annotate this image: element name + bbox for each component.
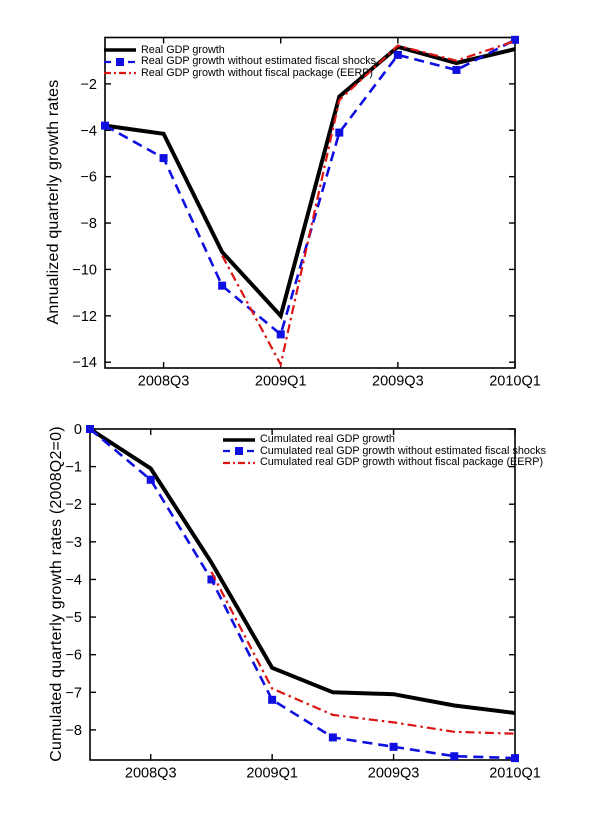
square-marker <box>160 155 167 162</box>
legend-item <box>222 457 546 469</box>
y-tick-label: −3 <box>65 534 82 551</box>
legend-line-sample-icon <box>103 68 137 78</box>
square-marker <box>512 36 519 43</box>
y-tick-label: −1 <box>65 459 82 476</box>
legend-item <box>222 446 546 458</box>
legend-label: Real GDP growth without estimated fiscal shocks <box>141 55 377 68</box>
square-marker <box>451 753 458 760</box>
square-marker <box>336 129 343 136</box>
y-tick-label: −2 <box>80 76 97 93</box>
y-tick-label: −14 <box>72 355 97 372</box>
y-tick-label: −10 <box>72 262 97 279</box>
legend-line-sample-icon <box>222 446 256 456</box>
square-marker <box>329 734 336 741</box>
square-marker <box>390 743 397 750</box>
square-marker <box>102 122 109 129</box>
square-marker <box>512 755 519 762</box>
legend-line-sample-icon <box>103 45 137 55</box>
y-tick-label: −5 <box>65 610 82 627</box>
legend-line-sample-icon <box>222 435 256 445</box>
legend-label: Real GDP growth without fiscal package (EERP) <box>141 66 374 79</box>
x-tick-label: 2008Q3 <box>137 373 190 390</box>
x-tick-label: 2010Q1 <box>489 373 541 390</box>
y-tick-label: −12 <box>72 308 97 325</box>
series-line-solid <box>105 43 515 316</box>
y-tick-label: −7 <box>65 685 82 702</box>
series-line-dashed <box>105 40 515 335</box>
square-marker <box>147 476 154 483</box>
legend-item <box>222 434 546 446</box>
y-tick-label: −2 <box>65 497 82 514</box>
y-axis-label: Annualized quarterly growth rates <box>45 79 62 325</box>
legend-item <box>103 68 376 80</box>
x-tick-label: 2009Q3 <box>367 765 420 782</box>
x-tick-label: 2009Q1 <box>254 373 307 390</box>
x-tick-label: 2010Q1 <box>489 765 541 782</box>
y-tick-label: −6 <box>65 647 82 664</box>
y-tick-label: −8 <box>80 216 97 233</box>
chart-cumulated-growth <box>0 395 600 805</box>
square-marker <box>87 426 94 433</box>
legend-line-sample-icon <box>222 458 256 468</box>
x-tick-label: 2009Q3 <box>372 373 424 390</box>
square-marker <box>453 66 460 73</box>
chart-annualized-growth <box>0 0 600 395</box>
square-marker <box>219 282 226 289</box>
legend <box>222 434 546 469</box>
series-line-solid <box>90 429 515 713</box>
series-line-dashdot <box>211 572 515 734</box>
legend-item <box>103 45 376 57</box>
legend-label: Cumulated real GDP growth <box>260 433 395 446</box>
y-axis-label: Cumulated quarterly growth rates (2008Q2=0) <box>48 426 65 762</box>
legend-label: Cumulated real GDP growth without estimated fiscal shocks <box>260 444 547 457</box>
square-marker <box>269 696 276 703</box>
y-tick-label: −4 <box>65 572 82 589</box>
series-line-dashdot <box>222 41 515 365</box>
square-marker <box>277 331 284 338</box>
y-tick-label: −8 <box>65 722 82 739</box>
y-tick-label: 0 <box>73 422 82 438</box>
x-tick-label: 2009Q1 <box>246 765 298 782</box>
legend <box>103 45 376 80</box>
legend-item <box>103 56 376 68</box>
square-marker <box>394 51 401 58</box>
y-tick-label: −4 <box>80 123 97 140</box>
y-tick-label: −6 <box>80 169 97 186</box>
x-tick-label: 2008Q3 <box>124 765 177 782</box>
legend-label: Real GDP growth <box>141 43 225 56</box>
legend-line-sample-icon <box>103 57 137 67</box>
legend-label: Cumulated real GDP growth without fiscal package (EERP) <box>260 456 544 469</box>
